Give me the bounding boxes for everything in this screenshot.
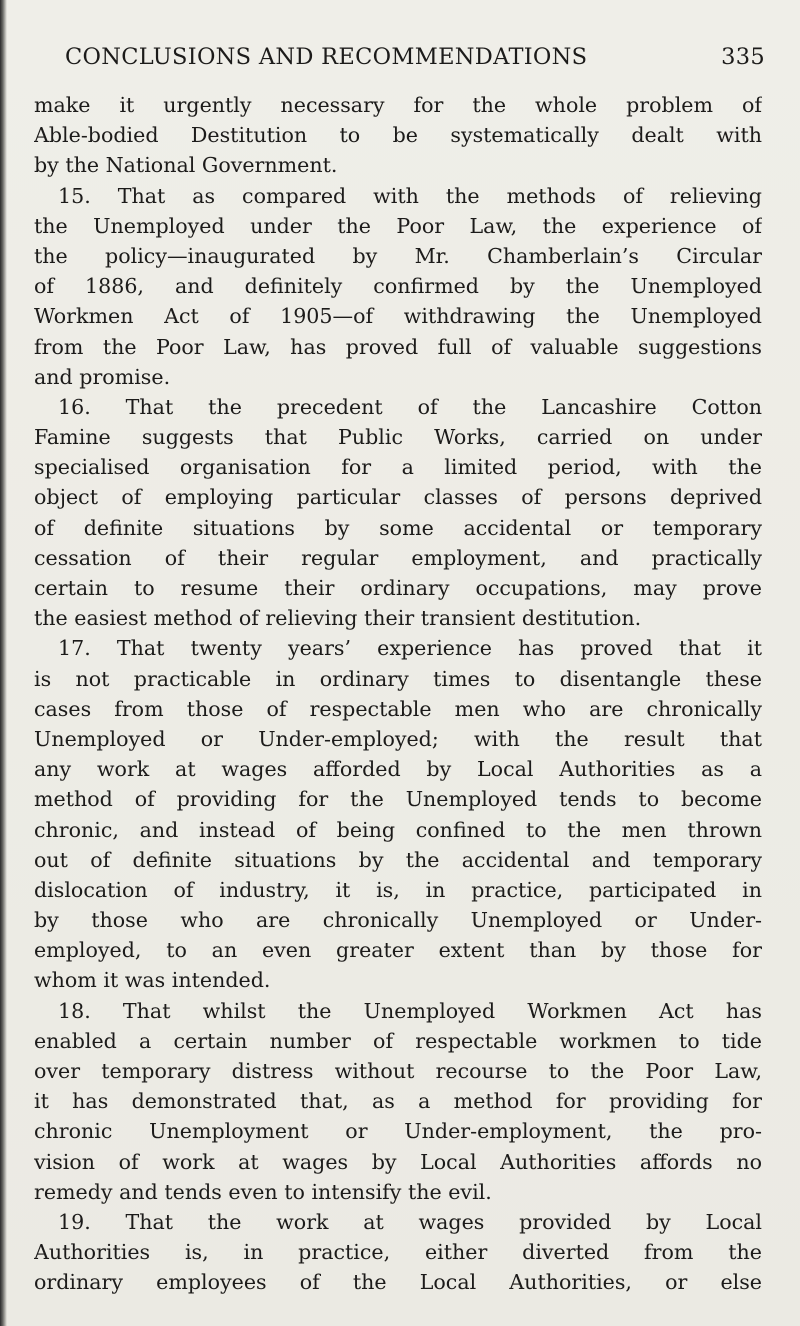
text-line: vision of work at wages by Local Authorities affords no bbox=[34, 1149, 762, 1174]
text-line: object of employing particular classes of persons deprived bbox=[34, 485, 762, 510]
text-line: 16. That the precedent of the Lancashire Cotton bbox=[58, 394, 762, 419]
text-line: any work at wages afforded by Local Authorities as a bbox=[34, 757, 762, 782]
text-line: cases from those of respectable men who are chronically bbox=[34, 696, 762, 721]
text-line: 17. That twenty years’ experience has proved that it bbox=[58, 636, 762, 661]
text-line: the easiest method of relieving their transient destitution. bbox=[34, 606, 642, 631]
text-line: dislocation of industry, it is, in practice, participated in bbox=[34, 877, 762, 902]
text-line: chronic, and instead of being confined to the men thrown bbox=[34, 817, 762, 842]
text-line: employed, to an even greater extent than by those for bbox=[34, 938, 762, 963]
body-text bbox=[34, 90, 762, 1298]
text-line: out of definite situations by the accidental and temporary bbox=[34, 847, 762, 872]
text-line: 19. That the work at wages provided by Local bbox=[58, 1209, 762, 1234]
text-line: method of providing for the Unemployed tends to become bbox=[34, 787, 762, 812]
text-line: Able-bodied Destitution to be systematically dealt with bbox=[34, 123, 762, 148]
text-line: over temporary distress without recourse to the Poor Law, bbox=[34, 1059, 762, 1083]
text-line: whom it was intended. bbox=[34, 968, 271, 993]
page-number: 335 bbox=[721, 44, 765, 70]
text-line: by those who are chronically Unemployed or Under- bbox=[34, 908, 762, 933]
text-line: from the Poor Law, has proved full of valuable suggestions bbox=[34, 334, 762, 359]
text-line: ordinary employees of the Local Authorities, or else bbox=[34, 1270, 762, 1295]
running-head bbox=[65, 44, 765, 78]
running-head-title: CONCLUSIONS AND RECOMMENDATIONS bbox=[65, 44, 588, 70]
text-line: cessation of their regular employment, and practically bbox=[34, 545, 762, 570]
text-line: enabled a certain number of respectable workmen to tide bbox=[34, 1028, 762, 1053]
text-line: specialised organisation for a limited period, with the bbox=[34, 455, 762, 480]
text-line: make it urgently necessary for the whole problem of bbox=[34, 93, 762, 117]
text-line: Famine suggests that Public Works, carried on under bbox=[34, 425, 762, 450]
text-line: 18. That whilst the Unemployed Workmen Act has bbox=[58, 998, 762, 1023]
text-line: the Unemployed under the Poor Law, the experience of bbox=[34, 213, 762, 238]
text-line: 15. That as compared with the methods of relieving bbox=[58, 183, 762, 208]
text-line: and promise. bbox=[34, 364, 171, 389]
text-line: is not practicable in ordinary times to disentangle these bbox=[34, 666, 762, 691]
text-line: of 1886, and definitely confirmed by the Unemployed bbox=[34, 274, 762, 299]
text-line: Unemployed or Under-employed; with the result that bbox=[34, 726, 762, 751]
text-line: remedy and tends even to intensify the evil. bbox=[34, 1179, 492, 1204]
text-line: it has demonstrated that, as a method for providing for bbox=[34, 1089, 762, 1114]
text-line: chronic Unemployment or Under-employment, the pro- bbox=[34, 1119, 762, 1144]
page-edge-shadow bbox=[0, 0, 7, 1326]
text-line: the policy—inaugurated by Mr. Chamberlain’s Circular bbox=[34, 243, 762, 268]
text-line: Authorities is, in practice, either diverted from the bbox=[34, 1240, 762, 1265]
text-line: by the National Government. bbox=[34, 153, 338, 178]
text-line: certain to resume their ordinary occupations, may prove bbox=[34, 576, 762, 600]
text-line: of definite situations by some accidental or temporary bbox=[34, 515, 762, 540]
text-line: Workmen Act of 1905—of withdrawing the Unemployed bbox=[34, 304, 762, 329]
